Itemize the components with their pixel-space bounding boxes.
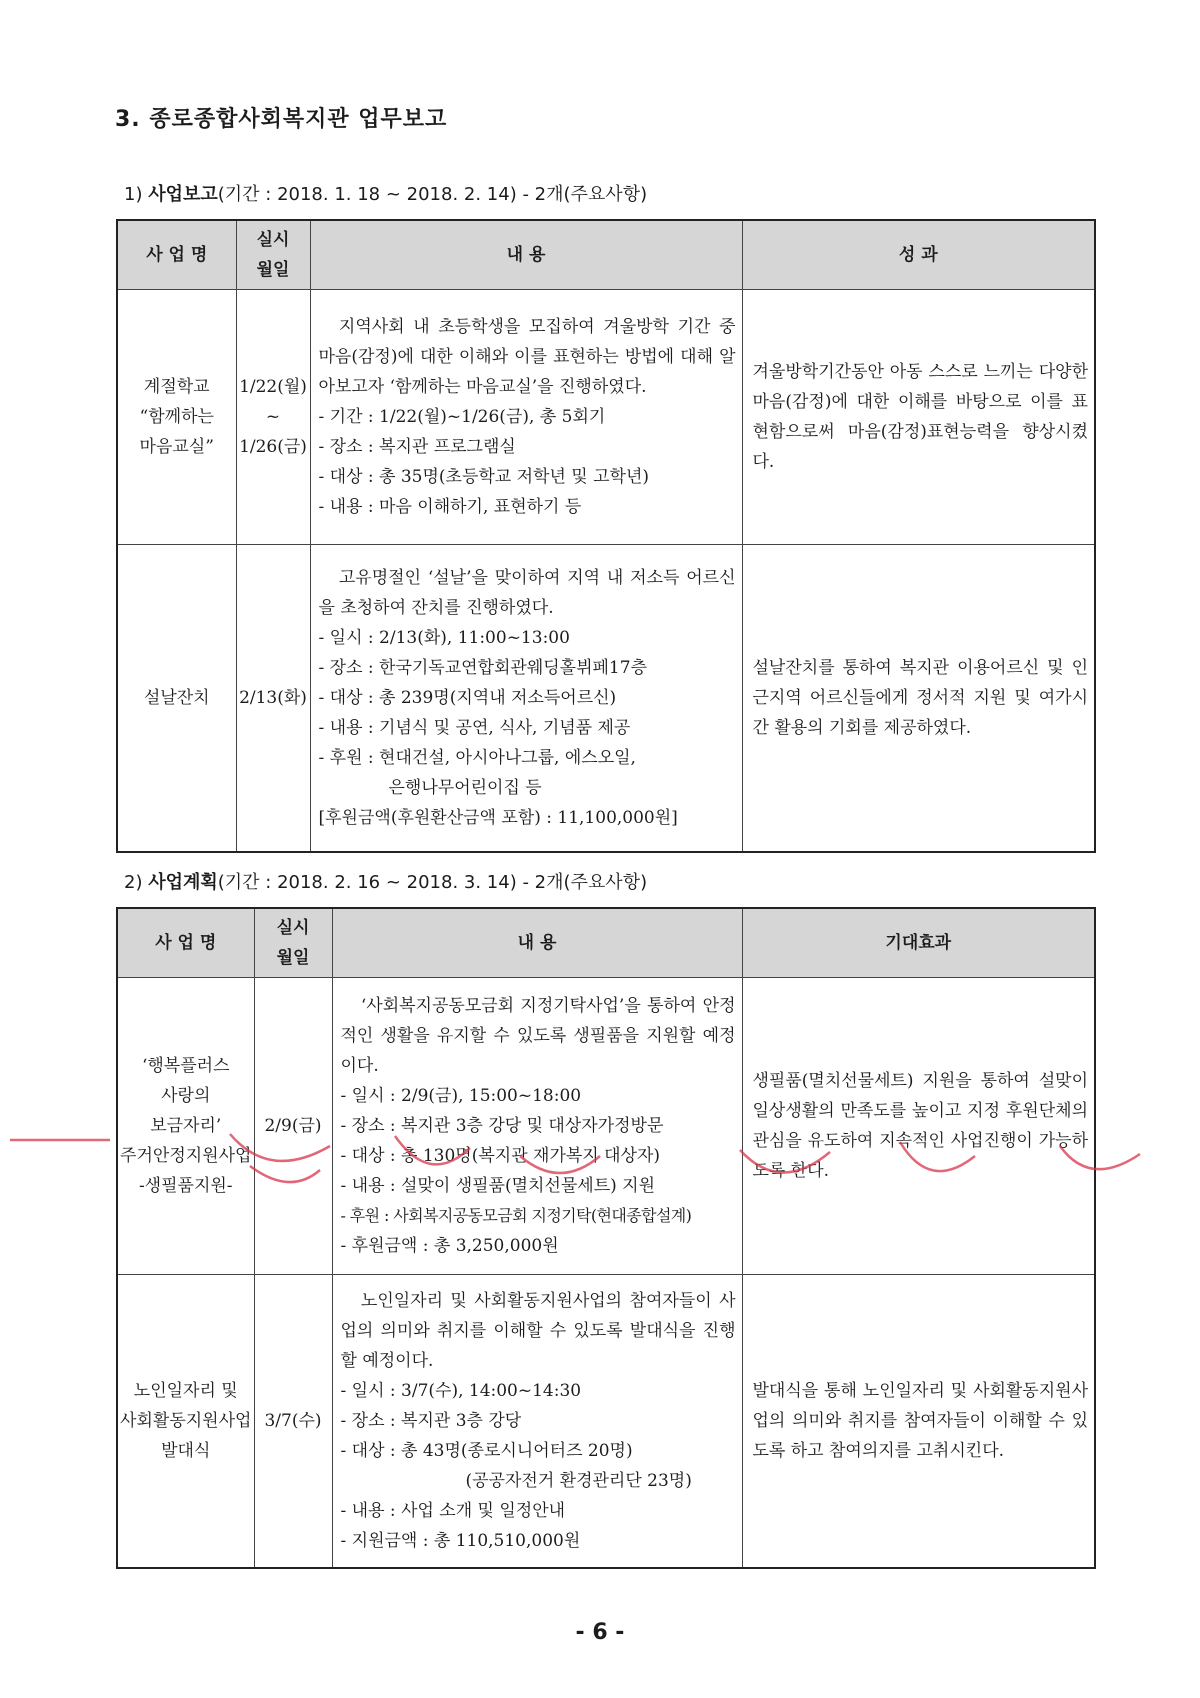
content-bullet: - 일시 : 3/7(수), 14:00~14:30 xyxy=(340,1381,582,1401)
row-date: 2/9(금) xyxy=(254,978,332,1275)
row-content xyxy=(332,1275,742,1569)
table-header-row xyxy=(117,908,1095,978)
table-row xyxy=(117,290,1095,545)
content-intro: 노인일자리 및 사회활동지원사업의 참여자들이 사업의 의미와 취지를 이해할 수 있도록 발대식을 진행할 예정이다. xyxy=(340,1291,736,1371)
content-bullet: - 장소 : 복지관 3층 강당 xyxy=(340,1411,522,1431)
content-bullet: - 대상 : 총 43명(종로시니어터즈 20명) xyxy=(340,1441,633,1461)
table-row xyxy=(117,1275,1095,1569)
content-bullet: - 기간 : 1/22(월)~1/26(금), 총 5회기 xyxy=(318,407,606,427)
section1-title-prefix: 1) xyxy=(124,184,149,205)
header-result: 기대효과 xyxy=(742,908,1095,978)
content-intro: ‘사회복지공동모금회 지정기탁사업’을 통하여 안정적인 생활을 유지할 수 있도록 생필품을 지원할 예정이다. xyxy=(340,996,736,1076)
content-bullet: - 장소 : 복지관 프로그램실 xyxy=(318,437,516,457)
section1-title-rest: (기간 : 2018. 1. 18 ~ 2018. 2. 14) - 2개(주요사항) xyxy=(217,184,648,205)
content-bullet: - 내용 : 기념식 및 공연, 식사, 기념품 제공 xyxy=(318,718,631,738)
row-date: 2/13(화) xyxy=(236,545,310,853)
content-bullet: - 후원 : 현대건설, 아시아나그룹, 에스오일, xyxy=(318,748,636,768)
table-header-row xyxy=(117,220,1095,290)
header-name: 사 업 명 xyxy=(117,908,254,978)
content-bullet: - 대상 : 총 239명(지역내 저소득어르신) xyxy=(318,688,617,708)
row-content xyxy=(310,545,742,853)
row-name: 계절학교 “함께하는 마음교실” xyxy=(117,290,236,545)
section-heading: 3. 종로종합사회복지관 업무보고 xyxy=(115,107,448,132)
header-content: 내 용 xyxy=(332,908,742,978)
header-name: 사 업 명 xyxy=(117,220,236,290)
row-result: 발대식을 통해 노인일자리 및 사회활동지원사업의 의미와 취지를 참여자들이 이해할 수 있도록 하고 참여의지를 고취시킨다. xyxy=(742,1275,1095,1569)
content-bullet: - 내용 : 사업 소개 및 일정안내 xyxy=(340,1501,566,1521)
row-date: 1/22(월) ~ 1/26(금) xyxy=(236,290,310,545)
business-plan-table xyxy=(116,907,1096,1569)
header-content: 내 용 xyxy=(310,220,742,290)
header-date: 실시 월일 xyxy=(254,908,332,978)
row-name: ‘행복플러스 사랑의 보금자리’ 주거안정지원사업 -생필품지원- xyxy=(117,978,254,1275)
content-bullet: - 내용 : 설맞이 생필품(멸치선물세트) 지원 xyxy=(340,1176,656,1196)
content-bullet: - 지원금액 : 총 110,510,000원 xyxy=(340,1531,581,1551)
content-bullet: - 대상 : 총 130명(복지관 재가복지 대상자) xyxy=(340,1146,661,1166)
row-date: 3/7(수) xyxy=(254,1275,332,1569)
sponsorship-amount: [후원금액(후원환산금액 포함) : 11,100,000원] xyxy=(318,808,678,828)
table-row xyxy=(117,978,1095,1275)
content-bullet-continuation: (공공자전거 환경관리단 23명) xyxy=(465,1471,692,1491)
section2-title-rest: (기간 : 2018. 2. 16 ~ 2018. 3. 14) - 2개(주요사항) xyxy=(217,872,648,893)
header-date: 실시 월일 xyxy=(236,220,310,290)
table-row xyxy=(117,545,1095,853)
content-intro: 지역사회 내 초등학생을 모집하여 겨울방학 기간 중 마음(감정)에 대한 이해와 이를 표현하는 방법에 대해 알아보고자 ‘함께하는 마음교실’을 진행하였다. xyxy=(318,317,736,397)
content-bullet: - 후원금액 : 총 3,250,000원 xyxy=(340,1236,559,1256)
content-bullet: - 일시 : 2/9(금), 15:00~18:00 xyxy=(340,1086,582,1106)
content-bullet: - 장소 : 복지관 3층 강당 및 대상자가정방문 xyxy=(340,1116,664,1136)
row-content xyxy=(332,978,742,1275)
section2-title-prefix: 2) xyxy=(124,872,149,893)
content-bullet-continuation: 은행나무어린이집 등 xyxy=(388,778,542,798)
row-result: 겨울방학기간동안 아동 스스로 느끼는 다양한 마음(감정)에 대한 이해를 바탕으로 이를 표현함으로써 마음(감정)표현능력을 향상시켰다. xyxy=(742,290,1095,545)
section1-title-bold: 사업보고 xyxy=(148,184,218,205)
content-bullet: - 내용 : 마음 이해하기, 표현하기 등 xyxy=(318,497,582,517)
business-report-table xyxy=(116,219,1096,853)
content-bullet: - 장소 : 한국기독교연합회관웨딩홀뷔페17층 xyxy=(318,658,647,678)
section2-title-bold: 사업계획 xyxy=(148,872,218,893)
row-name: 설날잔치 xyxy=(117,545,236,853)
section2-title xyxy=(124,868,647,894)
content-bullet: - 후원 : 사회복지공동모금회 지정기탁(현대종합설계) xyxy=(340,1206,692,1225)
row-content xyxy=(310,290,742,545)
row-result: 설날잔치를 통하여 복지관 이용어르신 및 인근지역 어르신들에게 정서적 지원 및 여가시간 활용의 기회를 제공하였다. xyxy=(742,545,1095,853)
content-bullet: - 일시 : 2/13(화), 11:00~13:00 xyxy=(318,628,570,648)
row-name: 노인일자리 및 사회활동지원사업 발대식 xyxy=(117,1275,254,1569)
content-bullet: - 대상 : 총 35명(초등학교 저학년 및 고학년) xyxy=(318,467,650,487)
row-result: 생필품(멸치선물세트) 지원을 통하여 설맞이 일상생활의 만족도를 높이고 지정 후원단체의 관심을 유도하여 지속적인 사업진행이 가능하도록 한다. xyxy=(742,978,1095,1275)
header-result: 성 과 xyxy=(742,220,1095,290)
page-number: - 6 - xyxy=(575,1620,625,1645)
content-intro: 고유명절인 ‘설날’을 맞이하여 지역 내 저소득 어르신을 초청하여 잔치를 진행하였다. xyxy=(318,568,736,618)
section1-title xyxy=(124,180,647,206)
